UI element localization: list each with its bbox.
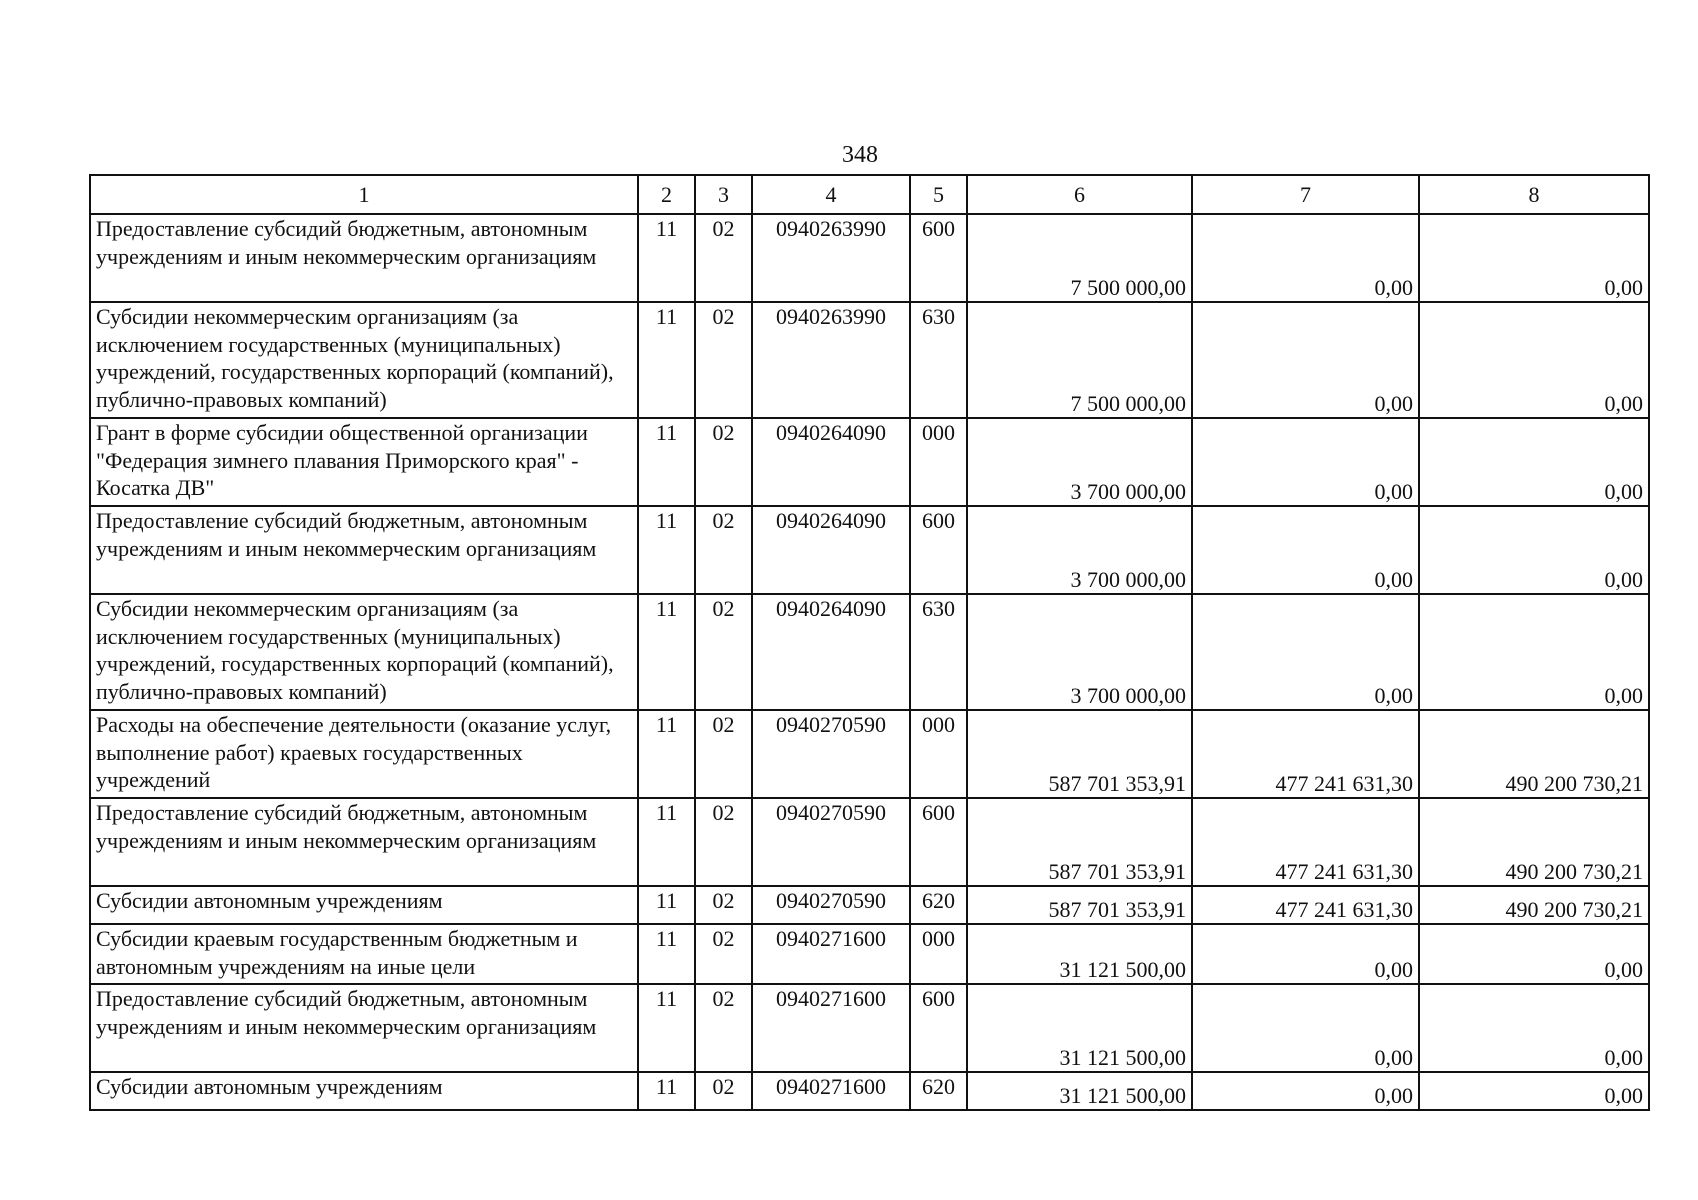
target-article-code: 0940264090: [752, 418, 910, 506]
amount-col8: 0,00: [1419, 594, 1649, 710]
amount-col6: 31 121 500,00: [967, 1072, 1192, 1110]
section-code: 11: [638, 886, 695, 924]
section-code: 11: [638, 418, 695, 506]
table-row: [90, 886, 1649, 924]
table-row: [90, 214, 1649, 302]
target-article-code: 0940264090: [752, 594, 910, 710]
table-row: [90, 506, 1649, 594]
subsection-code: 02: [695, 984, 752, 1072]
amount-col8: 0,00: [1419, 302, 1649, 418]
row-description: Предоставление субсидий бюджетным, автономным учреждениям и иным некоммерческим организациям: [90, 214, 638, 302]
amount-col8: 0,00: [1419, 418, 1649, 506]
amount-col8: 490 200 730,21: [1419, 798, 1649, 886]
amount-col6: 31 121 500,00: [967, 924, 1192, 984]
section-code: 11: [638, 506, 695, 594]
amount-col8: 0,00: [1419, 506, 1649, 594]
amount-col8: 490 200 730,21: [1419, 710, 1649, 798]
expense-type-code: 600: [910, 984, 967, 1072]
amount-col6: 3 700 000,00: [967, 418, 1192, 506]
amount-col7: 0,00: [1192, 594, 1419, 710]
subsection-code: 02: [695, 214, 752, 302]
table-row: [90, 594, 1649, 710]
amount-col7: 477 241 631,30: [1192, 886, 1419, 924]
amount-col7: 0,00: [1192, 984, 1419, 1072]
amount-col6: 7 500 000,00: [967, 302, 1192, 418]
row-description: Субсидии автономным учреждениям: [90, 1072, 638, 1110]
row-description: Субсидии некоммерческим организациям (за исключением государственных (муниципальных) учреждений, государственных корпораций (компаний), публично-правовых компаний): [90, 302, 638, 418]
table-row: [90, 798, 1649, 886]
table-row: [90, 710, 1649, 798]
amount-col7: 0,00: [1192, 924, 1419, 984]
amount-col6: 3 700 000,00: [967, 594, 1192, 710]
amount-col6: 7 500 000,00: [967, 214, 1192, 302]
amount-col7: 0,00: [1192, 302, 1419, 418]
amount-col6: 587 701 353,91: [967, 798, 1192, 886]
expense-type-code: 000: [910, 924, 967, 984]
amount-col6: 587 701 353,91: [967, 710, 1192, 798]
expense-type-code: 600: [910, 214, 967, 302]
amount-col8: 0,00: [1419, 214, 1649, 302]
subsection-code: 02: [695, 506, 752, 594]
amount-col6: 587 701 353,91: [967, 886, 1192, 924]
section-code: 11: [638, 798, 695, 886]
column-header: 5: [910, 175, 967, 214]
target-article-code: 0940263990: [752, 302, 910, 418]
subsection-code: 02: [695, 886, 752, 924]
expense-type-code: 000: [910, 710, 967, 798]
page-number: 348: [842, 142, 878, 168]
target-article-code: 0940271600: [752, 984, 910, 1072]
amount-col7: 477 241 631,30: [1192, 710, 1419, 798]
row-description: Предоставление субсидий бюджетным, автономным учреждениям и иным некоммерческим организациям: [90, 506, 638, 594]
expense-type-code: 630: [910, 302, 967, 418]
column-header: 1: [90, 175, 638, 214]
expense-type-code: 600: [910, 798, 967, 886]
section-code: 11: [638, 1072, 695, 1110]
amount-col7: 0,00: [1192, 418, 1419, 506]
amount-col8: 0,00: [1419, 924, 1649, 984]
section-code: 11: [638, 594, 695, 710]
column-header: 6: [967, 175, 1192, 214]
section-code: 11: [638, 710, 695, 798]
subsection-code: 02: [695, 798, 752, 886]
header-row: [90, 175, 1649, 214]
amount-col7: 477 241 631,30: [1192, 798, 1419, 886]
row-description: Предоставление субсидий бюджетным, автономным учреждениям и иным некоммерческим организациям: [90, 984, 638, 1072]
amount-col7: 0,00: [1192, 506, 1419, 594]
section-code: 11: [638, 924, 695, 984]
table-row: [90, 302, 1649, 418]
section-code: 11: [638, 302, 695, 418]
budget-table: [89, 174, 1650, 1111]
column-header: 2: [638, 175, 695, 214]
target-article-code: 0940270590: [752, 798, 910, 886]
target-article-code: 0940270590: [752, 886, 910, 924]
target-article-code: 0940271600: [752, 1072, 910, 1110]
row-description: Грант в форме субсидии общественной организации "Федерация зимнего плавания Приморского края" - Косатка ДВ": [90, 418, 638, 506]
expense-type-code: 000: [910, 418, 967, 506]
subsection-code: 02: [695, 302, 752, 418]
table-row: [90, 1072, 1649, 1110]
amount-col6: 31 121 500,00: [967, 984, 1192, 1072]
expense-type-code: 620: [910, 1072, 967, 1110]
row-description: Субсидии некоммерческим организациям (за исключением государственных (муниципальных) учреждений, государственных корпораций (компаний), публично-правовых компаний): [90, 594, 638, 710]
target-article-code: 0940264090: [752, 506, 910, 594]
table-row: [90, 924, 1649, 984]
column-header: 3: [695, 175, 752, 214]
subsection-code: 02: [695, 924, 752, 984]
amount-col6: 3 700 000,00: [967, 506, 1192, 594]
row-description: Предоставление субсидий бюджетным, автономным учреждениям и иным некоммерческим организациям: [90, 798, 638, 886]
subsection-code: 02: [695, 594, 752, 710]
amount-col8: 0,00: [1419, 984, 1649, 1072]
column-header: 4: [752, 175, 910, 214]
table-row: [90, 418, 1649, 506]
column-header: 8: [1419, 175, 1649, 214]
target-article-code: 0940263990: [752, 214, 910, 302]
column-header: 7: [1192, 175, 1419, 214]
amount-col8: 0,00: [1419, 1072, 1649, 1110]
expense-type-code: 620: [910, 886, 967, 924]
section-code: 11: [638, 214, 695, 302]
row-description: Субсидии краевым государственным бюджетным и автономным учреждениям на иные цели: [90, 924, 638, 984]
expense-type-code: 600: [910, 506, 967, 594]
amount-col8: 490 200 730,21: [1419, 886, 1649, 924]
section-code: 11: [638, 984, 695, 1072]
amount-col7: 0,00: [1192, 1072, 1419, 1110]
target-article-code: 0940270590: [752, 710, 910, 798]
row-description: Расходы на обеспечение деятельности (оказание услуг, выполнение работ) краевых государственных учреждений: [90, 710, 638, 798]
subsection-code: 02: [695, 1072, 752, 1110]
expense-type-code: 630: [910, 594, 967, 710]
table-row: [90, 984, 1649, 1072]
subsection-code: 02: [695, 418, 752, 506]
target-article-code: 0940271600: [752, 924, 910, 984]
amount-col7: 0,00: [1192, 214, 1419, 302]
row-description: Субсидии автономным учреждениям: [90, 886, 638, 924]
subsection-code: 02: [695, 710, 752, 798]
